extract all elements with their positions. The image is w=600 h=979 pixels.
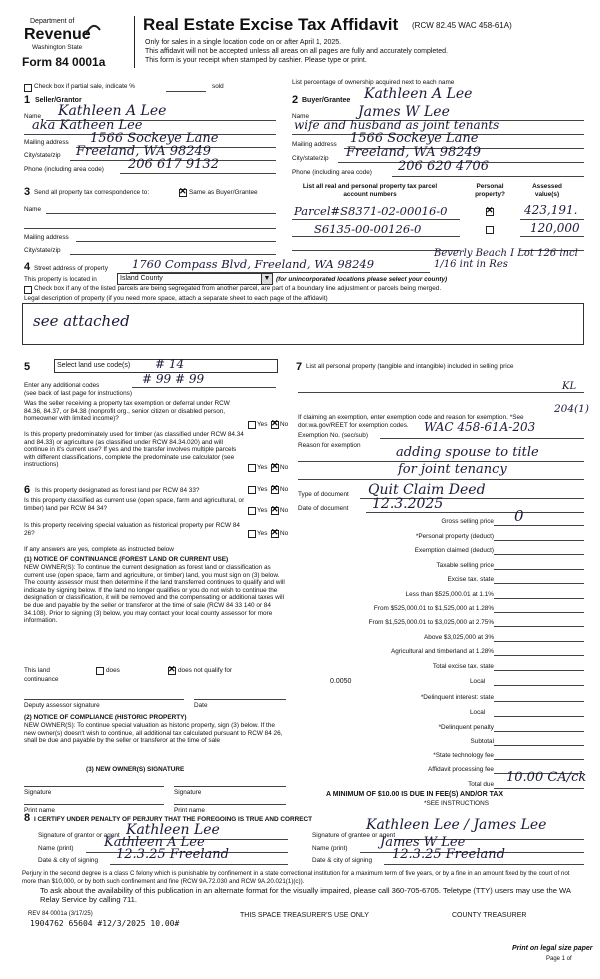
assessed-value-header: Assessed value(s): [532, 183, 562, 198]
buyer-name-3[interactable]: wife and husband as joint tenants: [294, 118, 500, 132]
personal-property-checkbox-2[interactable]: [486, 226, 494, 234]
segregation-checkbox[interactable]: [24, 286, 32, 294]
q1-yes-checkbox[interactable]: [248, 421, 256, 429]
assessed-value-2[interactable]: 120,000: [530, 221, 580, 235]
personal-property-label: List all personal property (tangible and intangible) included in selling price: [306, 363, 514, 370]
header-note-1: Only for sales in a single location code on or after April 1, 2025.: [145, 39, 342, 46]
grantee-signature[interactable]: Kathleen Lee / James Lee: [366, 817, 547, 833]
rcw-reference: (RCW 82.45 WAC 458-61A): [412, 21, 512, 30]
segregation-label: Check box if any of the listed parcels are being segregated from another parcel, are part of a boundary line adjustment or parcels being merged.: [34, 285, 442, 292]
chevron-down-icon[interactable]: ▼: [261, 274, 272, 284]
fee-row-label: *Personal property (deduct): [415, 533, 494, 540]
personal-property-header: Personal property?: [475, 183, 505, 198]
fee-row-label: Total excise tax. state: [432, 663, 494, 670]
document-date[interactable]: 12.3.2025: [372, 496, 444, 512]
q4-no-checkbox[interactable]: [271, 507, 279, 515]
perjury-notice: Perjury in the second degree is a class C felony which is punishable by confinement in a state correctional institution for a maximum term of five years, or by a fine in an amount fixed by the court of not more than $10,000, or by both such confinement and fine (RCW 9A.72.030 and RCW 9A.20.021(1)(c)).: [22, 870, 570, 885]
q5-yes-checkbox[interactable]: [248, 530, 256, 538]
accessibility-notice: To ask about the availability of this publication in an alternate format for the visually impaired, please call 360-705-6705. Teletype (TTY) users may use the WA Relay Service by calling 711.: [40, 886, 571, 904]
q2-no-checkbox[interactable]: [271, 464, 279, 472]
total-due[interactable]: 10.00 CA/ck: [506, 770, 587, 785]
forest-land-question: Is this property designated as forest land per RCW 84 33?: [35, 487, 200, 494]
fee-row-label: Agricultural and timberland at 1.28%: [390, 648, 494, 655]
fee-row-input[interactable]: [494, 598, 584, 599]
grantee-print-name[interactable]: James W Lee: [380, 835, 466, 850]
notice-continuance-body: NEW OWNER(S): To continue the current designation as forest land or classification as current use (open space, farm and agriculture, or timber) land, you must sign on (3) below. The county assessor must then determine if the land transferred continues to qualify and will indicate by signing below. If the land no longer qualifies or you do not wish to continue the designation or classification, it will be removed and the compensating or additional taxes will be due and payable by the seller or transferor at the time of sale (RCW 84 33 140 or 84 34.108). Prior to signing (3) below, you may contact your local county assessor for more information.: [24, 564, 285, 625]
revenue-swoosh-icon: [84, 22, 102, 38]
exemption-code[interactable]: 204(1): [554, 403, 589, 415]
seller-heading: Seller/Grantor: [35, 97, 82, 104]
ownership-note: List percentage of ownership acquired next to each name: [292, 79, 455, 86]
seller-name-1[interactable]: Kathleen A Lee: [58, 103, 167, 119]
new-owner-signature-title: (3) NEW OWNER(S) SIGNATURE: [86, 766, 185, 773]
property-extra-description[interactable]: Beverly Beach I Lot 126 incl 1/16 int in Res: [434, 248, 578, 270]
legal-description-label: Legal description of property (if you need more space, attach a separate sheet to each page of the affidavit): [24, 295, 328, 302]
buyer-name-2[interactable]: James W Lee: [358, 104, 450, 120]
legal-description-box[interactable]: [22, 303, 584, 345]
land-does-checkbox[interactable]: [96, 667, 104, 675]
same-as-buyer-checkbox[interactable]: [179, 189, 187, 197]
seller-name-2[interactable]: aka Katheen Lee: [32, 118, 143, 133]
county-select-value: Island County: [120, 275, 163, 282]
q1-no-checkbox[interactable]: [271, 421, 279, 429]
fee-row-label: Excise tax. state: [447, 576, 494, 583]
fee-row-label: From $525,000.01 to $1,525,000 at 1.28%: [373, 605, 494, 612]
legal-description-text: see attached: [33, 312, 130, 330]
exemption-number[interactable]: WAC 458-61A-203: [424, 420, 536, 434]
assessed-value-1[interactable]: 423,191.: [524, 203, 578, 217]
seller-phone[interactable]: 206 617 9132: [128, 157, 219, 172]
revenue-logo-text: Revenue: [24, 26, 91, 43]
grantor-date-city[interactable]: 12.3.25 Freeland: [116, 847, 229, 862]
partial-sale-label: Check box if partial sale, indicate %: [34, 83, 135, 90]
document-type[interactable]: Quit Claim Deed: [368, 482, 486, 498]
fee-row-input[interactable]: [494, 641, 584, 642]
revision-label: REV 84 0001a (3/17/25): [28, 911, 93, 917]
county-treasurer-label: COUNTY TREASURER: [452, 912, 527, 919]
land-use-code-value: # 14: [155, 357, 185, 371]
header-note-2: This affidavit will not be accepted unless all areas on all pages are fully and accurately completed.: [145, 48, 448, 55]
fee-row-label: Less than $525,000.01 at 1.1%: [405, 591, 494, 598]
parcel-number-2[interactable]: S6135-00-00126-0: [314, 222, 422, 236]
q5-no-checkbox[interactable]: [271, 530, 279, 538]
notice-continuance-title: (1) NOTICE OF CONTINUANCE (FOREST LAND OR CURRENT USE): [24, 556, 229, 563]
state-line: Washington State: [32, 44, 83, 51]
grantee-date-city[interactable]: 12.3.25 Freeland: [392, 847, 505, 862]
sold-label: sold: [212, 83, 224, 90]
exemption-label: If claiming an exemption, enter exemption code and reason for exemption. *See dor.wa.gov/REET for exemption codes.: [298, 414, 524, 429]
treasurer-use-only: THIS SPACE TREASURER'S USE ONLY: [240, 912, 369, 919]
local-rate: 0.0050: [330, 678, 352, 685]
correspondence-label: Send all property tax correspondence to:: [34, 189, 150, 196]
personal-property-checkbox-1[interactable]: [486, 208, 494, 216]
county-select[interactable]: [117, 273, 273, 285]
partial-sale-checkbox[interactable]: [24, 84, 32, 92]
header-note-3: This form is your receipt when stamped by cashier. Please type or print.: [145, 57, 367, 64]
seller-city[interactable]: Freeland, WA 98249: [76, 144, 212, 159]
seller-mailing[interactable]: 1566 Sockeye Lane: [90, 131, 219, 146]
fee-row-input[interactable]: [494, 569, 584, 570]
grantor-signature[interactable]: Kathleen Lee: [126, 822, 220, 838]
dept-line: Department of: [30, 18, 75, 25]
minimum-due-note: A MINIMUM OF $10.00 IS DUE IN FEE(S) AND/OR TAX: [326, 791, 504, 798]
header-divider: [134, 16, 135, 68]
current-use-question: Is this property classified as current use (open space, farm and agricultural, or timber) land per RCW 84 34?: [24, 497, 245, 512]
fee-row-input[interactable]: [494, 655, 584, 656]
fee-row-label: Exemption claimed (deduct): [414, 547, 494, 554]
buyer-mailing[interactable]: 1566 Sockeye Lane: [350, 131, 479, 146]
grantor-print-name[interactable]: Kathleen A Lee: [104, 835, 205, 850]
unincorporated-note: (for unincorporated locations please select your county): [276, 276, 448, 283]
q3-yes-checkbox[interactable]: [248, 486, 256, 494]
notice-compliance-body: NEW OWNER(S): To continue special valuation as historic property, sign (3) below. If the new owner(s) doesn't wish to continue, all additional tax calculated pursuant to RCW 84 26, shall be due and payable by the seller or transferor at the time of sale: [24, 722, 283, 745]
fee-row-input[interactable]: [494, 554, 584, 555]
exemption-reason-1[interactable]: adding spouse to title: [396, 445, 539, 460]
buyer-city[interactable]: Freeland, WA 98249: [346, 145, 482, 160]
parcel-header: List all real and personal property tax parcel account numbers: [302, 183, 438, 198]
fee-row-input[interactable]: [494, 612, 584, 613]
buyer-phone[interactable]: 206 620 4706: [398, 159, 489, 174]
form-number: Form 84 0001a: [22, 55, 106, 69]
additional-codes-value[interactable]: # 99 # 99: [142, 372, 205, 386]
form-title: Real Estate Excise Tax Affidavit: [143, 15, 399, 34]
treasurer-stamp: 1904762 65604 #12/3/2025 10.00#: [30, 919, 180, 928]
exemption-deferral-question: Was the seller receiving a property tax exemption or deferral under RCW 84.36, 84.37, or 84.38 (nonprofit org., senior citizen or disabled person, homeowner with limited income)?: [24, 400, 230, 423]
q3-no-checkbox[interactable]: [271, 486, 279, 494]
fee-row-label: From $1,525,000.01 to $3,025,000 at 2.75%: [368, 619, 494, 626]
land-does-not-checkbox[interactable]: [168, 667, 176, 675]
fee-row-label: Taxable selling price: [436, 562, 494, 569]
legal-size-note: Print on legal size paper: [512, 945, 593, 952]
fee-row-input[interactable]: [494, 583, 584, 584]
certify-statement: I CERTIFY UNDER PENALTY OF PERJURY THAT THE FOREGOING IS TRUE AND CORRECT: [34, 816, 313, 823]
personal-property-initials[interactable]: KL: [562, 381, 577, 392]
buyer-heading: Buyer/Grantee: [302, 97, 351, 104]
historic-question: Is this property receiving special valuation as historical property per RCW 84 26?: [24, 522, 240, 537]
timber-agriculture-question: Is this property predominately used for timber (as classified under RCW 84.34 and 84.33) or agriculture (as classified under RCW 84.34.020) and will continue in it's current use? If yes and the transfer involves multiple parcels with different classifications, complete the predominate use calculator (see instructions): [24, 431, 244, 469]
notice-compliance-title: (2) NOTICE OF COMPLIANCE (HISTORIC PROPERTY): [24, 714, 187, 721]
q4-yes-checkbox[interactable]: [248, 507, 256, 515]
fee-row-input[interactable]: [494, 540, 584, 541]
property-street-address[interactable]: 1760 Compass Blvd, Freeland, WA 98249: [132, 257, 375, 271]
exemption-reason-2[interactable]: for joint tenancy: [398, 462, 507, 477]
parcel-number-1[interactable]: Parcel#S8371-02-00016-0: [294, 204, 448, 218]
fee-row-input[interactable]: [494, 626, 584, 627]
page-indicator: Page 1 of: [546, 956, 572, 962]
buyer-name-1[interactable]: Kathleen A Lee: [364, 86, 473, 102]
q2-yes-checkbox[interactable]: [248, 464, 256, 472]
fee-row-input[interactable]: [494, 670, 584, 671]
fee-row-label: Above $3,025,000 at 3%: [424, 634, 494, 641]
gross-selling-price[interactable]: 0: [514, 507, 524, 525]
land-use-code-select[interactable]: Select land use code(s) # 14: [54, 359, 278, 373]
